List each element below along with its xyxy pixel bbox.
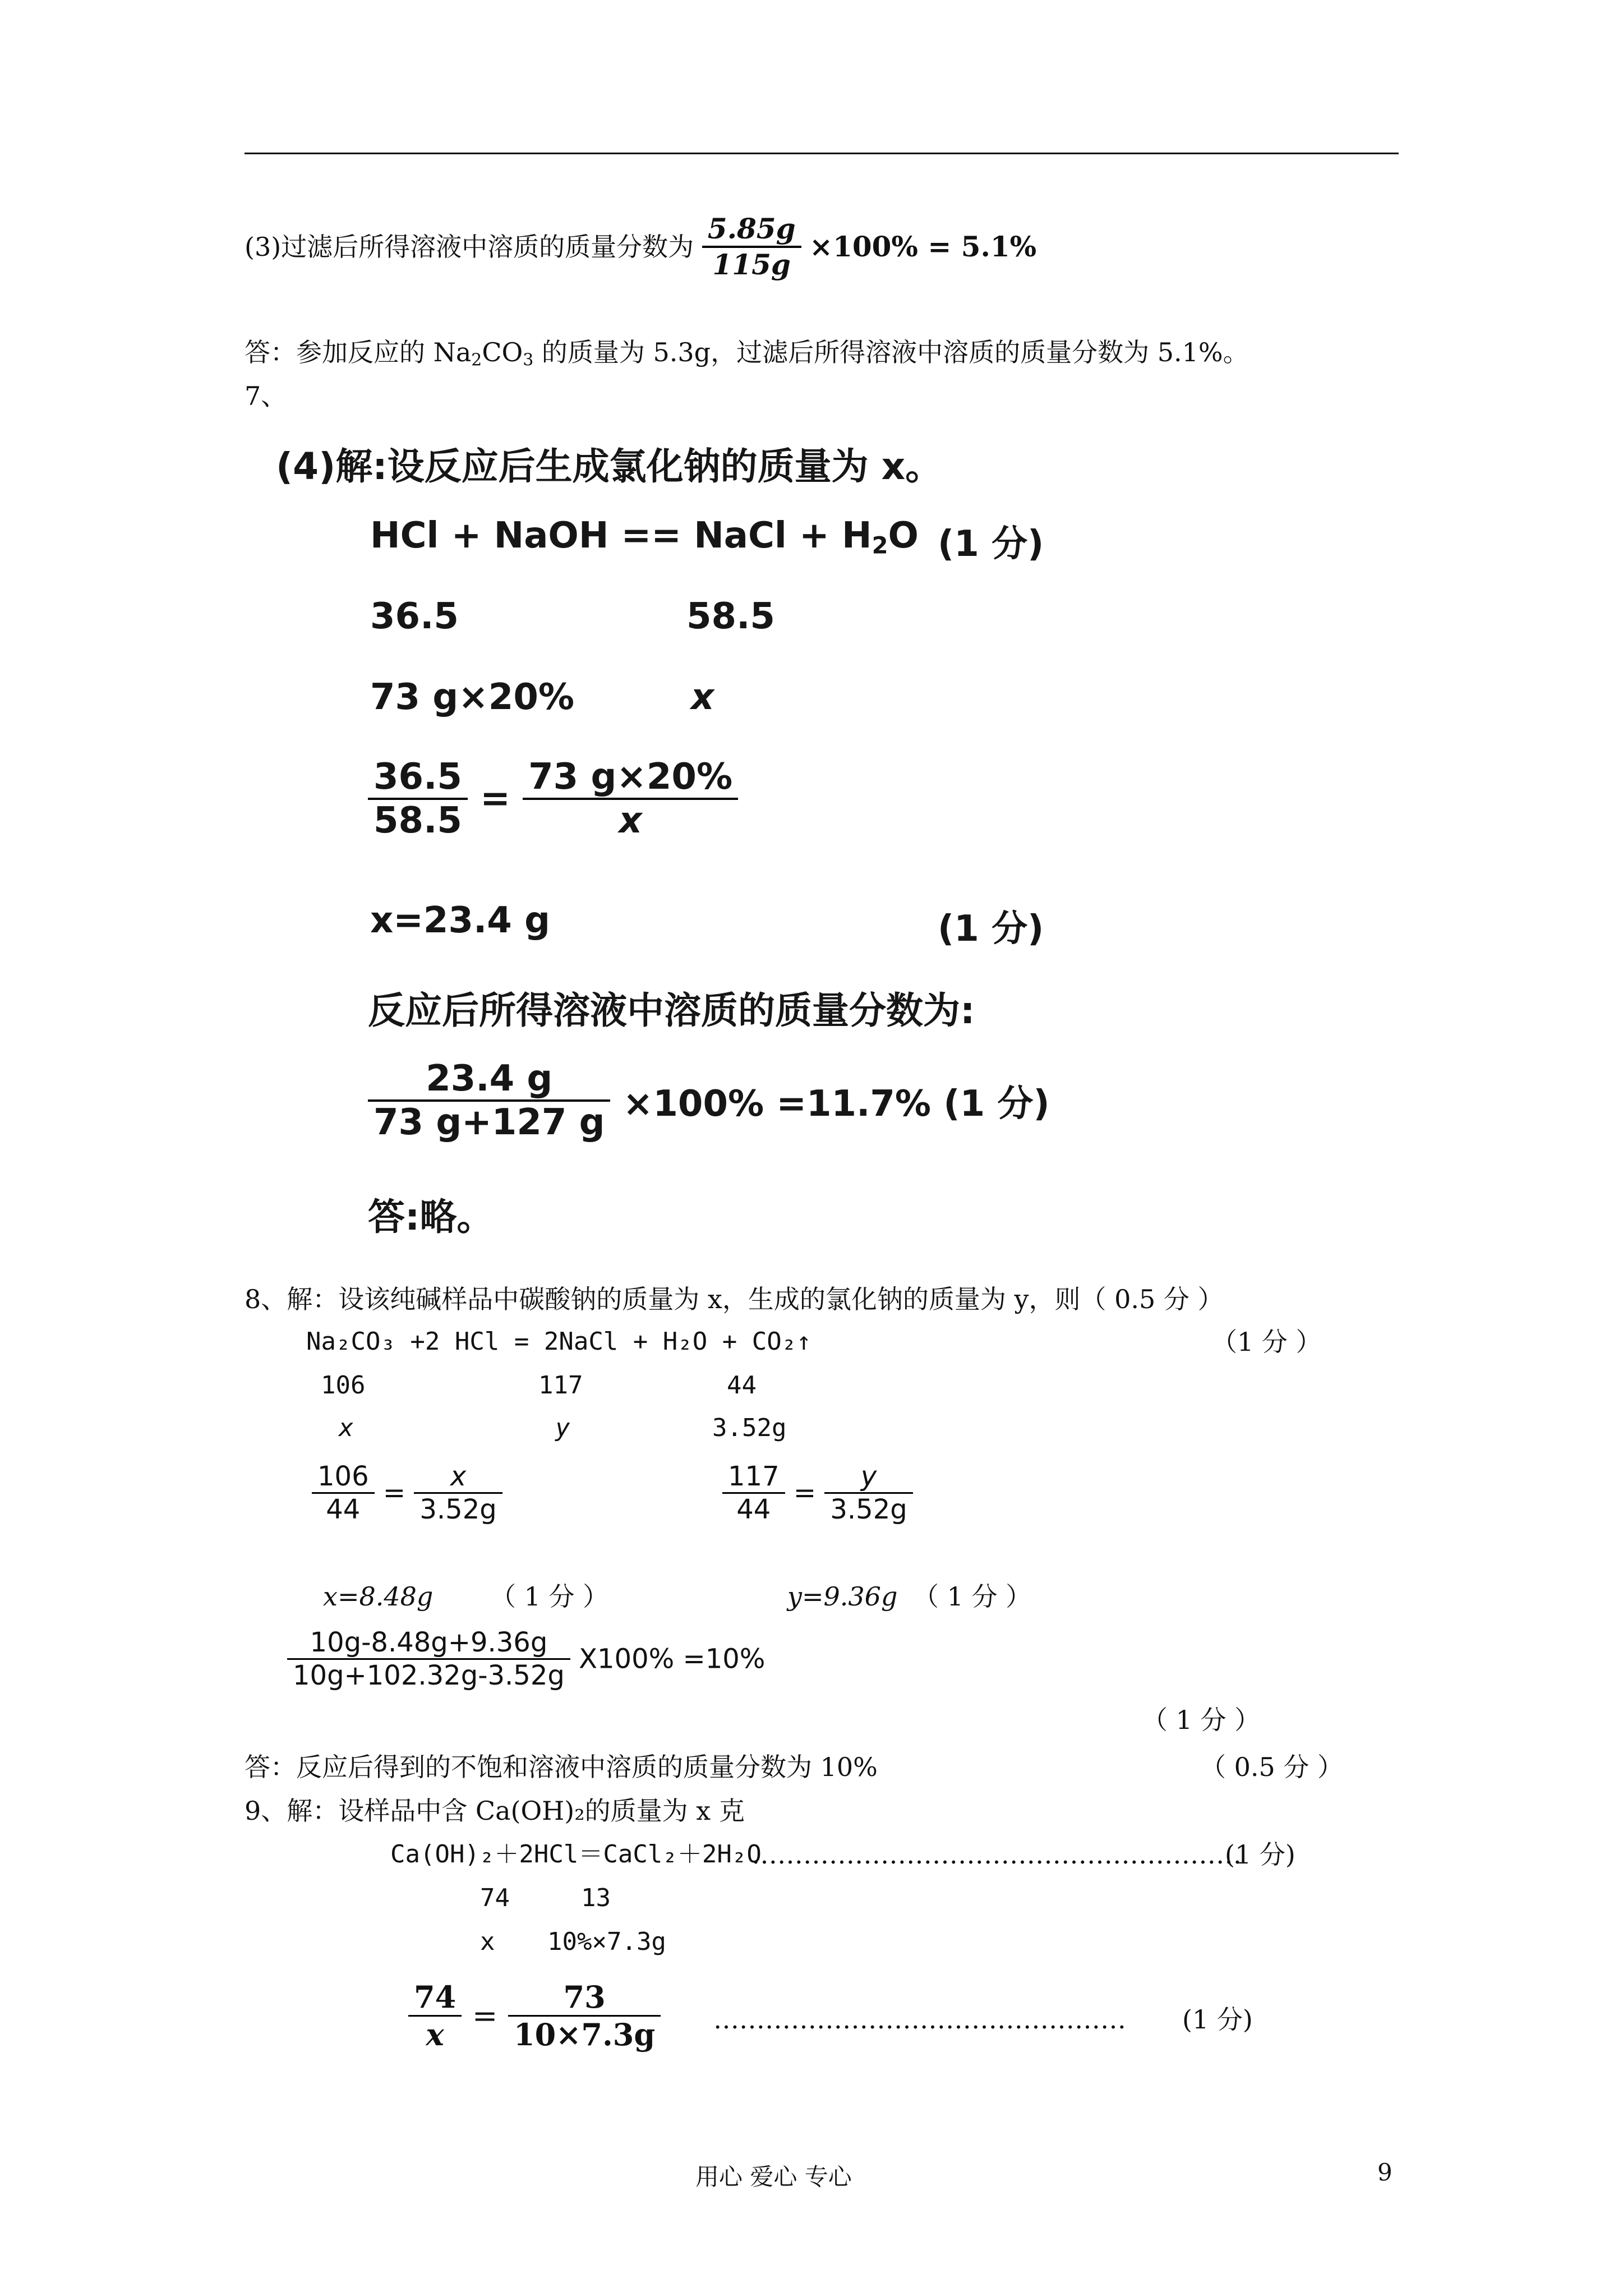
q8-pct-den: 10g+102.32g-3.52g [293,1660,565,1691]
q8-ratio2-left [722,1461,785,1525]
answer6-sub2: 2 [471,350,482,370]
q8-var3: 3.52g [712,1414,787,1442]
q8-ratio1-right [414,1461,502,1525]
q9-r-den: x [426,2017,444,2053]
q8-y-value: y=9.36g [787,1581,898,1612]
q8-x-score: （ 1 分 ） [490,1581,609,1612]
answer6-pre: 答：参加反应的 Na [245,337,472,367]
q8-pct-rest: X100% =10% [579,1643,766,1675]
q8-r1-num: 106 [317,1461,369,1492]
q7-ratio-right [523,756,738,841]
q8-pct-fraction [287,1627,570,1691]
q7-eq-end: O [888,515,919,556]
q8-r2-rden: 3.52g [830,1494,907,1525]
q7-mass1: 36.5 [370,596,459,637]
q7-mass2: 58.5 [686,596,775,637]
q8-pct-score: （ 1 分 ） [1142,1705,1261,1735]
q8-ratio1: $\frac{106}{44}$ = $\frac{x}{3.52g}$ [312,1461,502,1525]
q7-pct-num: 23.4 g [426,1058,553,1099]
q7-eq-score: (1 分) [938,523,1044,565]
q7-number: 7、 [245,381,287,411]
q9-var1: x [480,1927,495,1956]
q7-line-frac: 反应后所得溶液中溶质的质量分数为: [368,989,975,1032]
header-rule [245,153,1399,154]
q9-ratio-left [408,1979,462,2053]
q8-answer-score: （ 0.5 分 ） [1200,1752,1344,1782]
q8-percent [287,1627,765,1691]
page-number: 9 [1377,2159,1393,2186]
q9-r-rden: 10×7.3g [514,2017,656,2053]
q7-percent [368,1058,1050,1143]
s3-frac-num: 5.85g [707,212,796,245]
q7-ratio-den1: 58.5 [374,800,462,841]
q8-mass2: 117 [538,1371,583,1400]
q7-given2: x [691,677,714,718]
q7-ratio-num1: 36.5 [374,756,462,798]
q9-dots1: ………………………………………………… [751,1839,1242,1870]
answer6 [245,335,1249,377]
q8-r1-den: 44 [326,1494,361,1525]
q9-eq-score: (1 分) [1225,1839,1295,1870]
q8-var1: x [339,1414,354,1442]
q8-r2-rnum: y [860,1461,877,1492]
q7-line1: (4)解:设反应后生成氯化钠的质量为 x。 [276,445,943,488]
s3-line [245,212,1036,282]
q9-dots2: ………………………………………… [713,2004,1126,2035]
q7-answer: 答:略。 [368,1195,494,1239]
q8-r1-rden: 3.52g [419,1494,497,1525]
q9-r-rnum: 73 [563,1979,606,2015]
q9-r-num: 74 [414,1979,457,2015]
q7-eq-sub: 2 [872,531,888,559]
q7-equation [370,515,919,559]
q8-y-score: （ 1 分 ） [913,1581,1032,1612]
q7-ratio: $\frac{36.5}{58.5}$ = $\frac{73 g\times 20\%}{x}$ [368,756,738,841]
s3-lead: (3)过滤后所得溶液中溶质的质量分数为 [245,232,694,262]
q9-mass2: 13 [581,1884,611,1912]
s3-frac-den: 115g [712,248,791,281]
q8-ratio1-left [312,1461,375,1525]
answer6-sub3: 3 [523,350,534,370]
q7-pct-den: 73 g+127 g [374,1102,605,1143]
q9-r-score: (1 分) [1182,2004,1253,2035]
q8-ratio2-right [824,1461,912,1525]
answer6-co: CO [482,337,523,367]
q8-mass3: 44 [727,1371,757,1400]
q7-ratio-den2: x [619,800,642,841]
q7-result-score: (1 分) [938,908,1044,950]
q8-equation: Na₂CO₃ +2 HCl = 2NaCl + H₂O + CO₂↑ [306,1327,811,1356]
q8-mass1: 106 [321,1371,366,1400]
q9-ratio: $\frac{74}{x}$ = $\frac{73}{10\times 7.3g}$ [408,1979,661,2053]
q9-intro: 9、解：设样品中含 Ca(OH)₂的质量为 x 克 [245,1796,745,1826]
q8-r1-rnum: x [450,1461,467,1492]
footer-motto: 用心 爱心 专心 [695,2163,852,2191]
q8-r2-num: 117 [728,1461,780,1492]
q9-equation: Ca(OH)₂＋2HCl＝CaCl₂＋2H₂O [390,1840,762,1869]
q8-eq-score: （1 分 ） [1211,1327,1322,1357]
q9-mass1: 74 [480,1884,510,1912]
q7-result: x=23.4 g [370,900,550,941]
q8-x-value: x=8.48g [323,1581,434,1612]
q8-pct-num: 10g-8.48g+9.36g [310,1627,548,1658]
q9-var2: 10%×7.3g [547,1927,666,1956]
q7-eq-text: HCl + NaOH == NaCl + H [370,515,872,556]
q9-ratio-right [508,1979,661,2053]
q7-pct-rest: ×100% =11.7% (1 分) [623,1083,1050,1125]
q8-intro: 8、解：设该纯碱样品中碳酸钠的质量为 x，生成的氯化钠的质量为 y，则（ 0.5 分 ） [245,1284,1224,1314]
answer6-post: 的质量为 5.3g，过滤后所得溶液中溶质的质量分数为 5.1%。 [533,337,1249,367]
q7-ratio-left [368,756,468,841]
q8-r2-den: 44 [736,1494,771,1525]
q8-answer: 答：反应后得到的不饱和溶液中溶质的质量分数为 10% [245,1752,878,1782]
q7-pct-fraction [368,1058,610,1143]
q7-ratio-num2: 73 g×20% [528,756,733,798]
q7-given1: 73 g×20% [370,677,574,718]
s3-fraction [702,212,801,282]
s3-rest: ×100% = 5.1% [809,230,1037,263]
q8-var2: y [555,1414,570,1442]
q8-ratio2: $\frac{117}{44}$ = $\frac{y}{3.52g}$ [722,1461,913,1525]
